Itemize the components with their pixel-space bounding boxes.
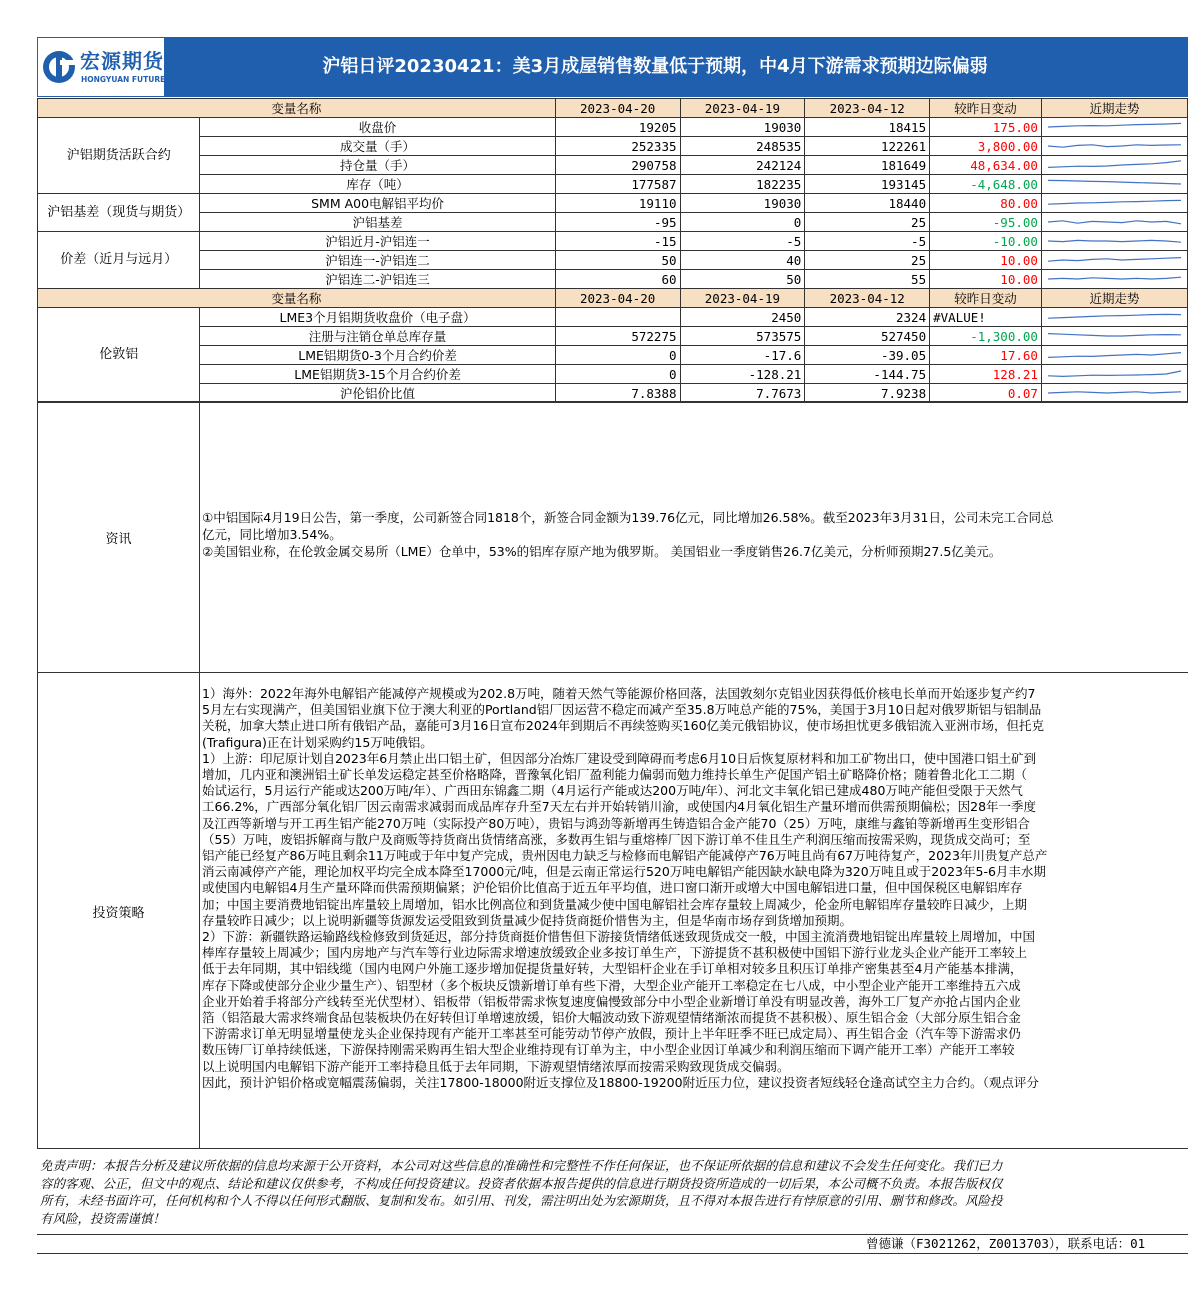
value-2023-04-19: 248535 xyxy=(680,137,805,156)
strategy-line: 以上说明国内电解铝下游产能开工率持稳且低于去年同期，下游观望情绪浓厚而按需采购致现货成交偏弱。 xyxy=(202,1058,790,1074)
daily-change: #VALUE! xyxy=(930,308,1042,327)
sparkline-series xyxy=(1048,180,1181,184)
row-name: 持仓量（手） xyxy=(200,156,555,175)
strategy-line: 低于去年同期，其中铝线缆（国内电网户外施工逐步增加促提货量好转，大型铝杆企业在手订单相对较多且积压订单排产密集甚至4月产能基本排满， xyxy=(202,961,1023,977)
value-2023-04-19: 182235 xyxy=(680,175,805,194)
value-2023-04-12: 2324 xyxy=(805,308,930,327)
logo-text-cn: 宏源期货 xyxy=(80,49,164,73)
row-name: LME铝期货3-15个月合约价差 xyxy=(200,365,555,384)
strategy-line: 加；中国主要消费地铝锭出库量较上周增加，铝水比例高位和到货量减少使中国电解铝社会库存量较上周减少，伦金所电解铝库存量较昨日减少，上期 xyxy=(202,896,1028,912)
daily-change: -10.00 xyxy=(930,232,1042,251)
daily-change: 80.00 xyxy=(930,194,1042,213)
group-label: 沪铝期货活跃合约 xyxy=(38,118,200,194)
trend-sparkline xyxy=(1041,365,1187,384)
trend-sparkline xyxy=(1041,175,1187,194)
sparkline-series xyxy=(1048,334,1181,336)
value-2023-04-20: 252335 xyxy=(555,137,680,156)
value-2023-04-19: 50 xyxy=(680,270,805,289)
sparkline-series xyxy=(1048,314,1181,318)
trend-sparkline xyxy=(1041,346,1187,365)
strategy-line: 库存下降或使部分企业少量生产）、铝型材（多个板块反馈新增订单有些下滑，大型企业产能开工率稳定在七八成，中小型企业产能开工率维持五六成 xyxy=(202,977,1021,993)
table-row xyxy=(38,365,1188,384)
trend-sparkline xyxy=(1041,156,1187,175)
row-name: LME铝期货0-3个月合约价差 xyxy=(200,346,555,365)
report-title: 沪铝日评20230421：美3月成屋销售数量低于预期，中4月下游需求预期边际偏弱 xyxy=(322,56,988,77)
disclaimer-text xyxy=(40,1157,1188,1227)
row-name: 库存（吨） xyxy=(200,175,555,194)
row-name: 沪伦铝价比值 xyxy=(200,384,555,403)
author-bar xyxy=(37,1234,1188,1254)
trend-sparkline xyxy=(1041,251,1187,270)
value-2023-04-19: 2450 xyxy=(680,308,805,327)
disclaimer-line: 免责声明：本报告分析及建议所依据的信息均来源于公开资料，本公司对这些信息的准确性和完整性不作任何保证，也不保证所依据的信息和建议不会发生任何变化。我们已力 xyxy=(40,1158,1003,1173)
value-2023-04-12: 55 xyxy=(805,270,930,289)
value-2023-04-19: 19030 xyxy=(680,194,805,213)
table-row xyxy=(38,118,1188,137)
daily-change: -95.00 xyxy=(930,213,1042,232)
value-2023-04-19: 40 xyxy=(680,251,805,270)
value-2023-04-12: 527450 xyxy=(805,327,930,346)
strategy-line: （55）万吨，废铝拆解商与散户及商贩等持货商出货情绪高涨，多数再生铝与重熔棒厂因下游订单不佳且生产利润压缩而按需采购，现货成交尚可；至 xyxy=(202,831,1031,847)
value-2023-04-12: 181649 xyxy=(805,156,930,175)
header-col-3: 2023-04-12 xyxy=(805,99,930,118)
sparkline-series xyxy=(1048,277,1181,279)
daily-change: 0.07 xyxy=(930,384,1042,403)
group-label: 伦敦铝 xyxy=(38,308,200,403)
news-line: ②美国铝业称，在伦敦金属交易所（LME）仓单中，53%的铝库存原产地为俄罗斯。 美国铝业一季度销售26.7亿美元，分析师预期27.5亿美元。 xyxy=(202,544,1002,559)
value-2023-04-19: 242124 xyxy=(680,156,805,175)
strategy-label: 投资策略 xyxy=(92,906,145,921)
table-row xyxy=(38,156,1188,175)
daily-change: 48,634.00 xyxy=(930,156,1042,175)
value-2023-04-20: 19110 xyxy=(555,194,680,213)
data-table xyxy=(37,98,1188,403)
value-2023-04-19: -128.21 xyxy=(680,365,805,384)
table-row xyxy=(38,384,1188,403)
strategy-line: 1）海外：2022年海外电解铝产能减停产规模或为202.8万吨，随着天然气等能源价格回落，法国敦刻尔克铝业因获得低价核电长单而开始逐步复产约7 xyxy=(202,686,1036,701)
value-2023-04-20: 0 xyxy=(555,365,680,384)
group-label: 沪铝基差（现货与期货） xyxy=(38,194,200,232)
header-variable-name: 变量名称 xyxy=(38,289,556,308)
value-2023-04-12: 7.9238 xyxy=(805,384,930,403)
value-2023-04-12: -144.75 xyxy=(805,365,930,384)
value-2023-04-12: 25 xyxy=(805,251,930,270)
value-2023-04-20: 19205 xyxy=(555,118,680,137)
author-contact: 曾德谦（F3021262，Z0013703），联系电话：01 xyxy=(866,1236,1146,1251)
header-col-5: 近期走势 xyxy=(1041,289,1187,308)
value-2023-04-19: 573575 xyxy=(680,327,805,346)
value-2023-04-12: 193145 xyxy=(805,175,930,194)
value-2023-04-12: 18440 xyxy=(805,194,930,213)
row-name: 沪铝连二-沪铝连三 xyxy=(200,270,555,289)
strategy-line: 及江西等新增与开工再生铝产能270万吨（实际投产80万吨），贵铝与鸿劲等新增再生铸造铝合金产能70（25）万吨，康维与鑫铂等新增再生变形铝合 xyxy=(202,815,1030,831)
daily-change: 10.00 xyxy=(930,270,1042,289)
logo-text-en: HONGYUAN FUTURES xyxy=(81,75,171,84)
table-header-row xyxy=(38,99,1188,118)
strategy-line: 数压铸厂订单持续低迷，下游保持刚需采购再生铝大型企业维持现有订单为主，中小型企业因订单减少和利润压缩而下调产能开工率）产能开工率较 xyxy=(202,1042,1015,1058)
header-col-3: 2023-04-12 xyxy=(805,289,930,308)
value-2023-04-20: 60 xyxy=(555,270,680,289)
value-2023-04-20: 7.8388 xyxy=(555,384,680,403)
row-name: LME3个月铝期货收盘价（电子盘） xyxy=(200,308,555,327)
trend-sparkline xyxy=(1041,194,1187,213)
strategy-line: 增加，几内亚和澳洲铝土矿长单发运稳定甚至价格略降，晋豫氧化铝厂盈利能力偏弱而勉力维持长单生产促国产铝土矿略降价格；随着鲁北化工二期（ xyxy=(202,767,1028,783)
strategy-line: 5月左右实现满产，但美国铝业旗下位于澳大利亚的Portland铝厂因运营不稳定而减产至35.8万吨总产能的75%，美国于3月10日起对俄罗斯铝与铝制品 xyxy=(202,702,1042,718)
strategy-line: 存量较昨日减少；以上说明新疆等货源发运受阻致到货量减少促持货商挺价惜售为主，但是华南市场存到货增加预期。 xyxy=(202,912,853,928)
header-variable-name: 变量名称 xyxy=(38,99,556,118)
strategy-line: 2）下游：新疆铁路运输路线检修致到货延迟，部分持货商挺价惜售但下游接货情绪低迷致现货成交一般，中国主流消费地铝锭出库量较上周增加，中国 xyxy=(202,929,1035,945)
daily-change: 128.21 xyxy=(930,365,1042,384)
header-col-5: 近期走势 xyxy=(1041,99,1187,118)
row-name: 成交量（手） xyxy=(200,137,555,156)
daily-change: -1,300.00 xyxy=(930,327,1042,346)
strategy-line: 棒库存量较上周减少；国内房地产与汽车等行业边际需求增速放缓致企业多按订单生产，下游提货不甚积极使中国铝下游行业龙头企业产能开工率较上 xyxy=(202,945,1028,961)
value-2023-04-20: -95 xyxy=(555,213,680,232)
news-line: 亿元，同比增加3.54%。 xyxy=(202,527,342,542)
sparkline-series xyxy=(1048,353,1181,358)
sparkline-series xyxy=(1048,258,1181,262)
daily-change: 10.00 xyxy=(930,251,1042,270)
strategy-line: 或使国内电解铝4月生产量环降而供需预期偏紧；沪伦铝价比值高于近五年平均值，进口窗口渐开或增大中国电解铝进口量，但中国保税区电解铝库存 xyxy=(202,880,1023,896)
value-2023-04-20: 50 xyxy=(555,251,680,270)
table-row xyxy=(38,232,1188,251)
trend-sparkline xyxy=(1041,213,1187,232)
strategy-line: 始试运行，5月运行产能或达200万吨/年）、广西田东锦鑫二期（4月运行产能或达200万吨/年）、河北文丰氧化铝已建成480万吨产能但受限于天然气 xyxy=(202,783,1023,799)
header-col-4: 较昨日变动 xyxy=(930,99,1042,118)
trend-sparkline xyxy=(1041,327,1187,346)
strategy-line: 1）上游：印尼原计划自2023年6月禁止出口铝土矿，但因部分冶炼厂建设受到障碍而考虑6月10日后恢复原材料和加工矿物出口，使中国港口铝土矿到 xyxy=(202,750,1037,766)
disclaimer-line: 容的客观、公正，但文中的观点、结论和建议仅供参考，不构成任何投资建议。投资者依据本报告提供的信息进行期货投资所造成的一切后果，本公司概不负责。本报告版权仅 xyxy=(40,1175,1003,1191)
table-row xyxy=(38,194,1188,213)
table-row xyxy=(38,213,1188,232)
value-2023-04-12: 122261 xyxy=(805,137,930,156)
trend-sparkline xyxy=(1041,232,1187,251)
sparkline-series xyxy=(1048,200,1181,204)
value-2023-04-19: 7.7673 xyxy=(680,384,805,403)
sparkline-series xyxy=(1048,123,1181,127)
value-2023-04-20: 0 xyxy=(555,346,680,365)
header-col-1: 2023-04-20 xyxy=(555,99,680,118)
strategy-text xyxy=(202,686,1188,1091)
trend-sparkline xyxy=(1041,137,1187,156)
value-2023-04-12: -5 xyxy=(805,232,930,251)
trend-sparkline xyxy=(1041,118,1187,137)
news-text xyxy=(202,509,1188,560)
disclaimer-line: 所有，未经书面许可，任何机构和个人不得以任何形式翻版、复制和发布。如引用、刊发，需注明出处为宏源期货，且不得对本报告进行有悖原意的引用、删节和修改。风险投 xyxy=(40,1193,1003,1208)
group-label: 价差（近月与远月） xyxy=(38,232,200,289)
header-col-4: 较昨日变动 xyxy=(930,289,1042,308)
strategy-line: 工66.2%，广西部分氧化铝厂因云南需求减弱而成品库存升至7天左右并开始转销川渝，或使国内4月氧化铝生产量环增而供需预期偏松；因28年一季度 xyxy=(202,799,1037,815)
value-2023-04-20: 572275 xyxy=(555,327,680,346)
strategy-line: 箔（铝箔最大需求终端食品包装板块仍在好转但订单增速放缓，铝价大幅波动致下游观望情绪渐浓而提货不甚积极）、原生铝合金（大部分原生铝合金 xyxy=(202,1010,1021,1026)
value-2023-04-20: 177587 xyxy=(555,175,680,194)
strategy-line: 消云南减停产产能，理论加权平均完全成本降至17000元/吨，但是云南正常运行520万吨电解铝产能因缺水缺电降为320万吨且或于2023年5-6月丰水期 xyxy=(202,864,1046,880)
value-2023-04-20: 290758 xyxy=(555,156,680,175)
strategy-line: 铝产能已经复产86万吨且剩余11万吨或于年中复产完成，贵州因电力缺乏与检修而电解铝产能减停产76万吨且尚有67万吨待复产，2023年川贵复产总产 xyxy=(202,848,1048,864)
sparkline-series xyxy=(1048,240,1181,242)
sparkline-series xyxy=(1048,161,1181,168)
daily-change: -4,648.00 xyxy=(930,175,1042,194)
value-2023-04-19: -5 xyxy=(680,232,805,251)
table-row xyxy=(38,137,1188,156)
value-2023-04-12: 25 xyxy=(805,213,930,232)
daily-change: 175.00 xyxy=(930,118,1042,137)
sparkline-series xyxy=(1048,371,1181,376)
table-row xyxy=(38,175,1188,194)
trend-sparkline xyxy=(1041,308,1187,327)
row-name: 沪铝近月-沪铝连一 xyxy=(200,232,555,251)
value-2023-04-20: -15 xyxy=(555,232,680,251)
row-name: 收盘价 xyxy=(200,118,555,137)
sparkline-series xyxy=(1048,145,1181,147)
strategy-line: 关税，加拿大禁止进口所有俄铝产品，嘉能可3月16日宣布2024年到期后不再续签购买160亿美元俄铝协议，使市场担忧更多俄铝流入亚洲市场，但托克 xyxy=(202,718,1045,734)
trend-sparkline xyxy=(1041,384,1187,403)
strategy-line: 因此，预计沪铝价格或宽幅震荡偏弱，关注17800-18000附近支撑位及18800-19200附近压力位，建议投资者短线轻仓逢高试空主力合约。（观点评分 xyxy=(202,1074,1039,1090)
header-col-1: 2023-04-20 xyxy=(555,289,680,308)
row-name: 沪铝基差 xyxy=(200,213,555,232)
strategy-line: 企业开始着手将部分产线转至光伏型材）、铝板带（铝板带需求恢复速度偏慢致部分中小型企业新增订单没有明显改善，海外工厂复产亦抢占国内企业 xyxy=(202,993,1021,1009)
value-2023-04-19: 0 xyxy=(680,213,805,232)
row-name: 注册与注销仓单总库存量 xyxy=(200,327,555,346)
header-col-2: 2023-04-19 xyxy=(680,99,805,118)
table-row xyxy=(38,270,1188,289)
logo-mark-icon xyxy=(42,46,76,88)
value-2023-04-12: -39.05 xyxy=(805,346,930,365)
table-row xyxy=(38,308,1188,327)
sparkline-series xyxy=(1048,221,1181,224)
daily-change: 17.60 xyxy=(930,346,1042,365)
value-2023-04-19: 19030 xyxy=(680,118,805,137)
value-2023-04-19: -17.6 xyxy=(680,346,805,365)
news-line: ①中铝国际4月19日公告，第一季度，公司新签合同1818个，新签合同金额为139.76亿元，同比增加26.58%。截至2023年3月31日，公司未完工合同总 xyxy=(202,510,1054,525)
row-name: 沪铝连一-沪铝连二 xyxy=(200,251,555,270)
news-label: 资讯 xyxy=(105,532,132,547)
daily-change: 3,800.00 xyxy=(930,137,1042,156)
table-row xyxy=(38,251,1188,270)
header-col-2: 2023-04-19 xyxy=(680,289,805,308)
company-logo xyxy=(37,37,171,97)
value-2023-04-12: 18415 xyxy=(805,118,930,137)
trend-sparkline xyxy=(1041,270,1187,289)
sparkline-series xyxy=(1048,392,1181,393)
strategy-line: (Trafigura)正在计划采购约15万吨俄铝。 xyxy=(202,734,433,750)
value-2023-04-20 xyxy=(555,308,680,327)
row-name: SMM A00电解铝平均价 xyxy=(200,194,555,213)
disclaimer-line: 有风险，投资需谨慎！ xyxy=(40,1210,166,1226)
table-header-row xyxy=(38,289,1188,308)
table-row xyxy=(38,327,1188,346)
table-row xyxy=(38,346,1188,365)
strategy-line: 下游需求订单无明显增量使龙头企业保持现有产能开工率甚至可能劳动节停产放假，预计上半年旺季不旺已成定局）、再生铝合金（汽车等下游需求仍 xyxy=(202,1026,1021,1042)
